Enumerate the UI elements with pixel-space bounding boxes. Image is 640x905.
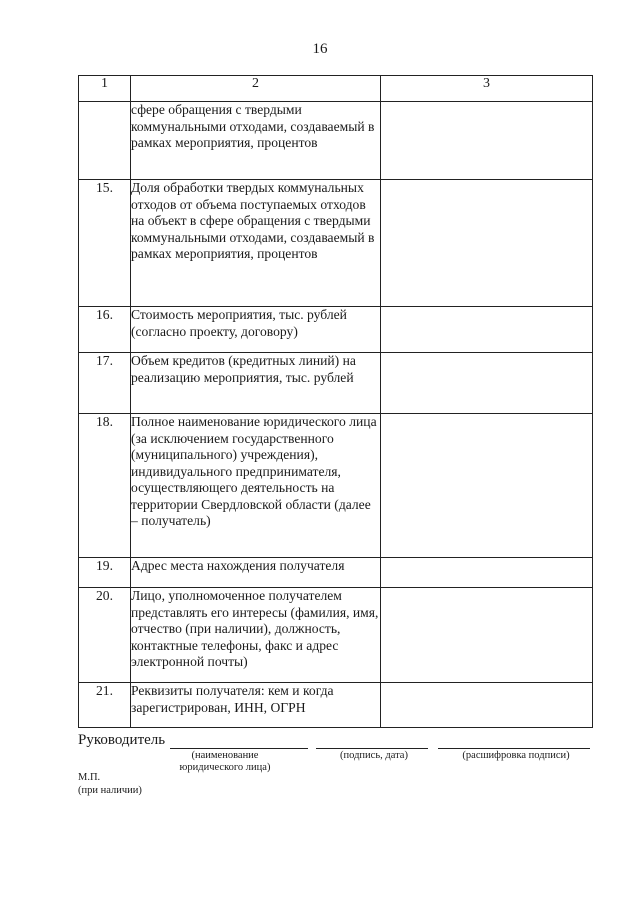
table-row (79, 558, 593, 588)
row-value-cell[interactable] (381, 588, 593, 683)
decode-signature-line[interactable] (438, 748, 590, 749)
table-row (79, 353, 593, 414)
row-number: 15. (79, 180, 131, 307)
leader-label: Руководитель (78, 732, 166, 748)
row-number (79, 102, 131, 180)
org-caption: (наименование юридического лица) (179, 750, 271, 773)
row-label: сфере обращения с твердыми коммунальными отходами, создаваемый в рамках мероприятия, процентов (131, 102, 381, 180)
table-row (79, 588, 593, 683)
stamp-note: (при наличии) (78, 784, 142, 796)
row-number: 18. (79, 414, 131, 558)
row-number: 19. (79, 558, 131, 588)
row-label: Объем кредитов (кредитных линий) на реализацию мероприятия, тыс. рублей (131, 353, 381, 414)
row-value-cell[interactable] (381, 353, 593, 414)
form-table (78, 75, 593, 728)
row-number: 20. (79, 588, 131, 683)
signature-line[interactable] (316, 748, 428, 749)
row-value-cell[interactable] (381, 683, 593, 728)
table-row (79, 307, 593, 353)
table-row (79, 180, 593, 307)
row-value-cell[interactable] (381, 558, 593, 588)
row-number: 21. (79, 683, 131, 728)
row-label: Полное наименование юридического лица (за исключением государственного (муниципального) учреждения), индивидуального предпринимателя, осуществляющего деятельность на территории Свердловской области (далее – получатель) (131, 414, 381, 558)
row-label: Лицо, уполномоченное получателем представлять его интересы (фамилия, имя, отчество (при наличии), должность, контактные телефоны, факс и адрес электронной почты) (131, 588, 381, 683)
row-number: 17. (79, 353, 131, 414)
stamp-label: М.П. (78, 772, 101, 783)
table-row (79, 414, 593, 558)
row-value-cell[interactable] (381, 414, 593, 558)
table-row (79, 102, 593, 180)
stamp-block (78, 772, 142, 797)
row-value-cell[interactable] (381, 102, 593, 180)
row-label: Реквизиты получателя: кем и когда зарегистрирован, ИНН, ОГРН (131, 683, 381, 728)
row-label: Стоимость мероприятия, тыс. рублей (согласно проекту, договору) (131, 307, 381, 353)
table-header-row (79, 76, 593, 102)
table-row (79, 683, 593, 728)
column-header-1: 1 (79, 76, 131, 102)
page-number: 16 (312, 41, 328, 57)
row-number: 16. (79, 307, 131, 353)
column-header-2: 2 (131, 76, 381, 102)
column-header-3: 3 (381, 76, 593, 102)
signature-caption: (подпись, дата) (340, 750, 408, 761)
decode-caption: (расшифровка подписи) (462, 750, 570, 761)
row-value-cell[interactable] (381, 307, 593, 353)
row-label: Доля обработки твердых коммунальных отходов от объема поступаемых отходов на объект в сфере обращения с твердыми коммунальными отходами, создаваемый в рамках мероприятия, процентов (131, 180, 381, 307)
row-value-cell[interactable] (381, 180, 593, 307)
org-signature-line[interactable] (170, 748, 308, 749)
row-label: Адрес места нахождения получателя (131, 558, 381, 588)
